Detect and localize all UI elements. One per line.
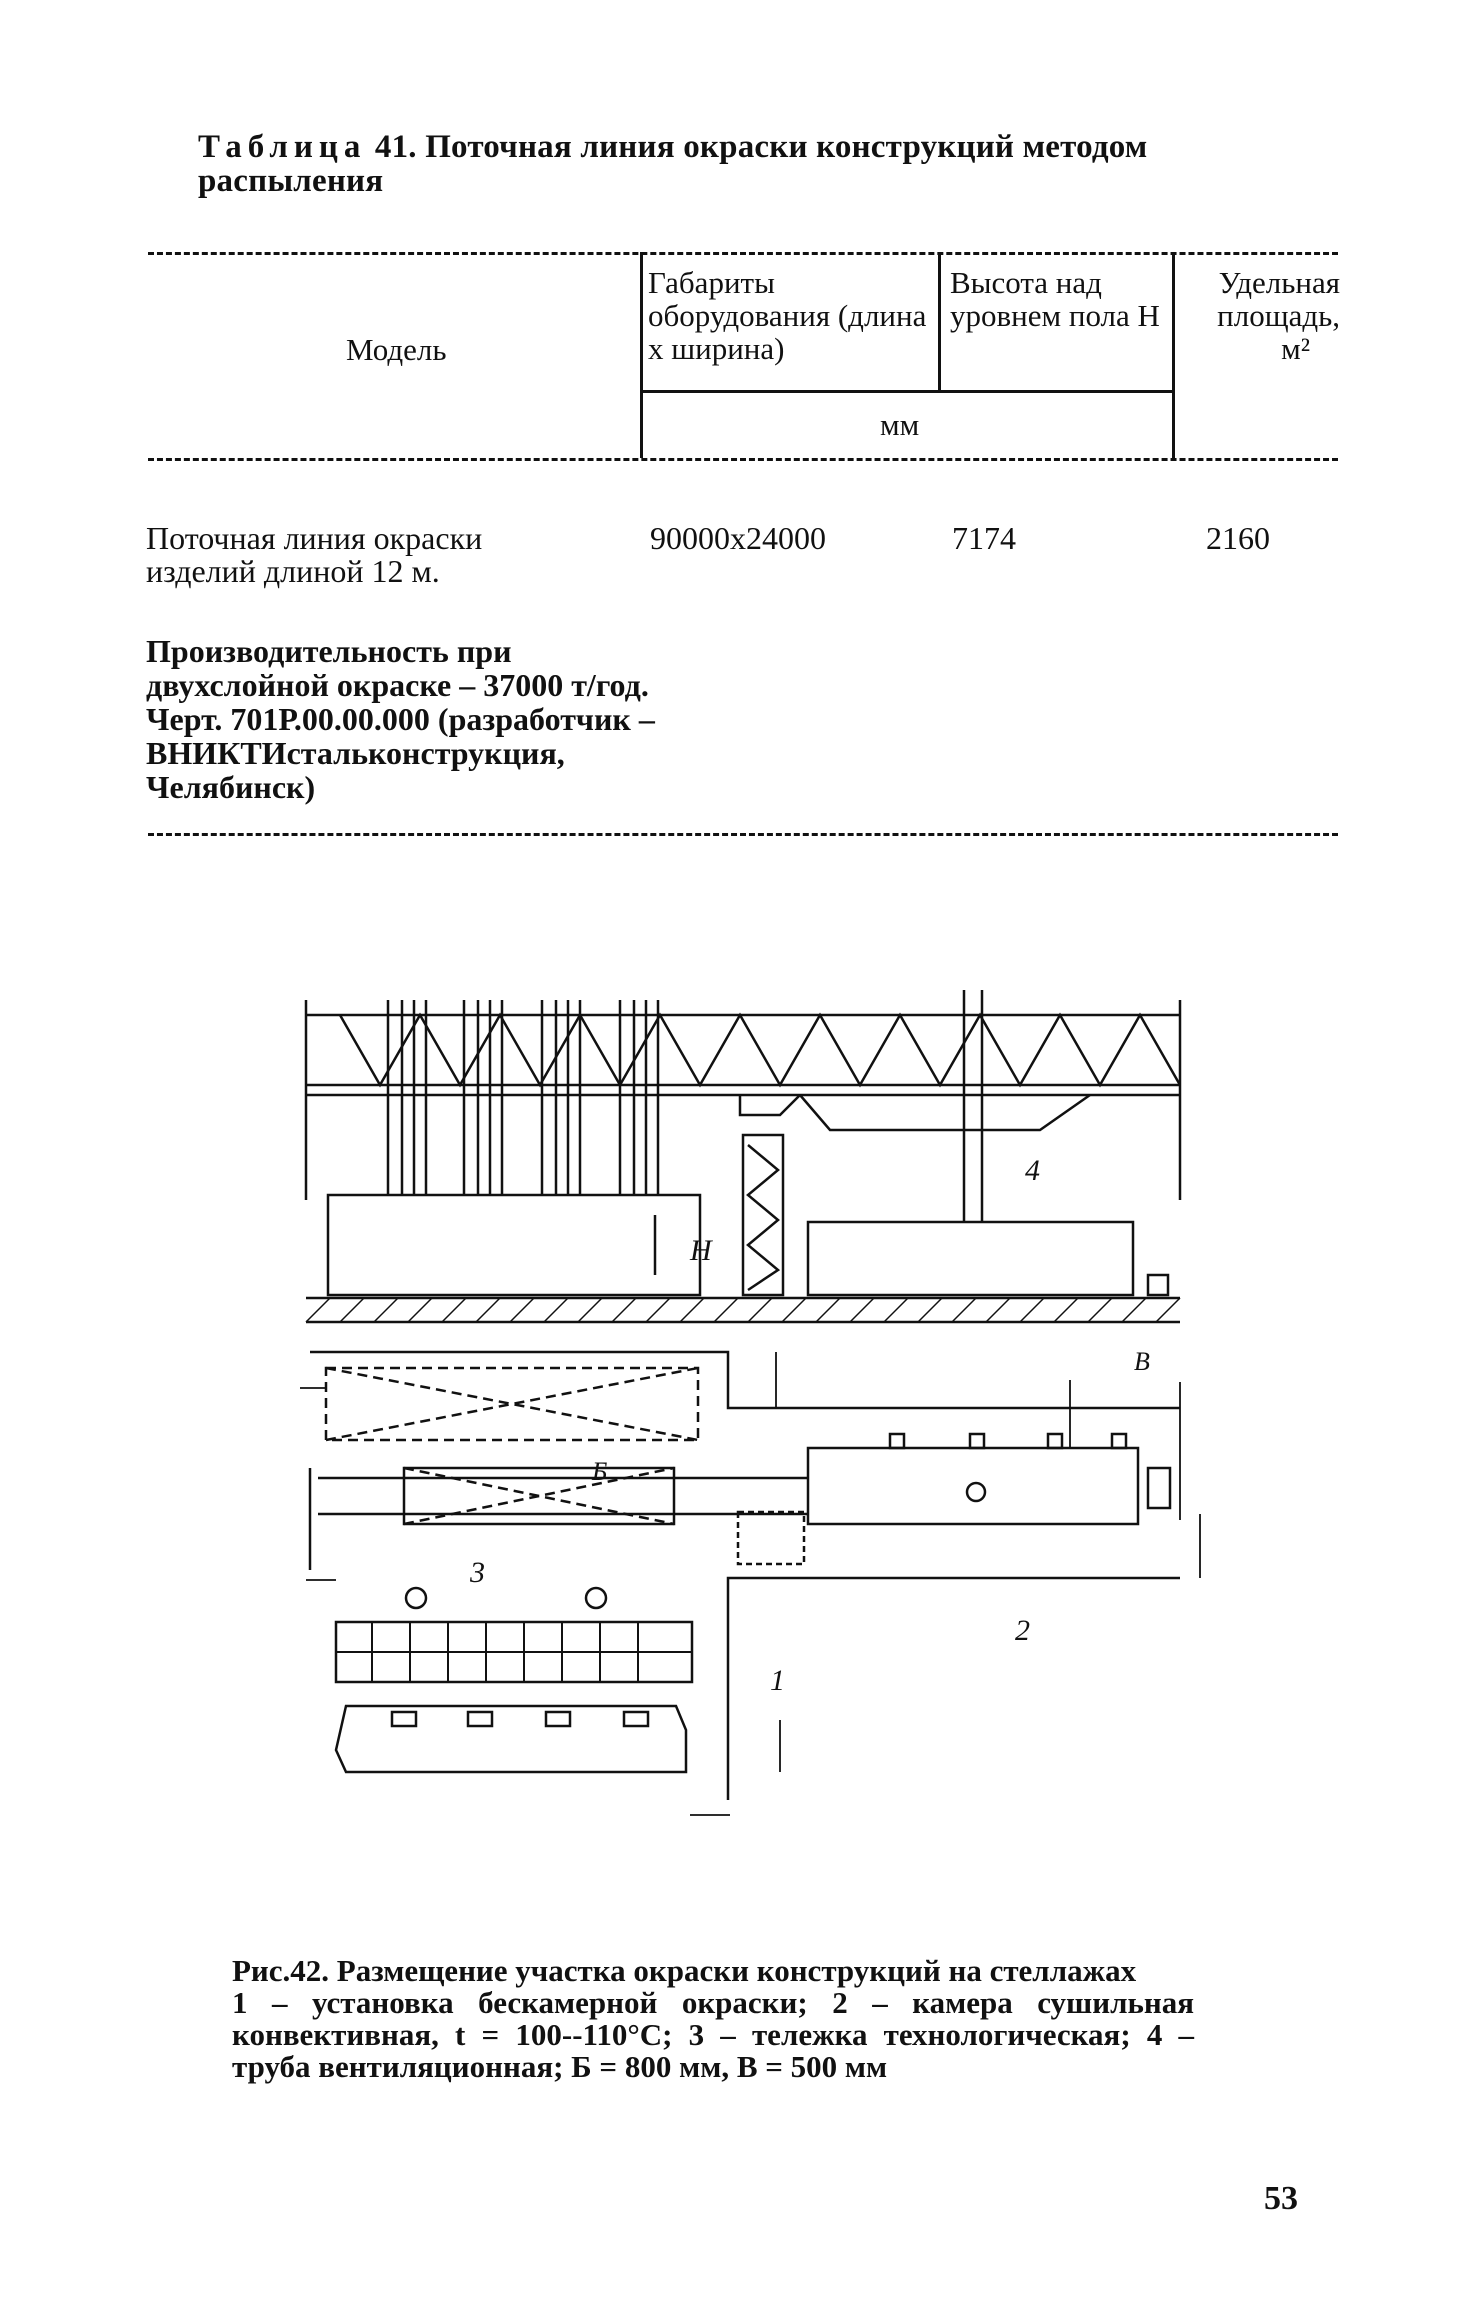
- table-bottom-rule: [148, 833, 1338, 836]
- header-area-unit: м²: [1281, 331, 1310, 366]
- figure-caption: [232, 1955, 1194, 2083]
- figure-caption-legend: 1 – установка бескамерной окраски; 2 – камера сушильная конвективная, t = 100--110°С; 3 – тележка технологическая; 4 – труба вентиляционная; Б = 800 мм, В = 500 мм: [232, 1985, 1194, 2084]
- table-caption-number: 41.: [374, 129, 417, 165]
- elevation-equipment: [328, 1095, 1168, 1295]
- table-header-bottom-rule: [148, 458, 1338, 461]
- table-note: Производительность при двухслойной окраске – 37000 т/год. Черт. 701Р.00.00.000 (разработчик – ВНИКТИстальконструкция, Челябинск): [146, 633, 655, 805]
- row-dimensions: 90000х24000: [650, 520, 826, 556]
- row-model: Поточная линия окраски изделий длиной 12 м.: [146, 520, 483, 589]
- label-b-big: Б: [592, 1457, 608, 1486]
- row-area: 2160: [1206, 520, 1270, 556]
- label-1: 1: [770, 1664, 785, 1697]
- label-4: 4: [1025, 1154, 1040, 1187]
- floor-hatching: [306, 1298, 1180, 1322]
- header-area: [1180, 266, 1340, 365]
- plan-view: [310, 1352, 1180, 1800]
- table-top-rule: [148, 252, 1338, 255]
- figure-caption-title: Рис.42. Размещение участка окраски конструкций на стеллажах: [232, 1953, 1137, 1988]
- header-dimensions: Габариты оборудования (длина х ширина): [648, 265, 927, 366]
- header-height: Высота над уровнем пола H: [950, 265, 1160, 333]
- table-caption-label: Таблица: [198, 129, 367, 165]
- table-caption: [198, 130, 1338, 198]
- row-height: 7174: [952, 520, 1016, 556]
- header-area-line2: площадь,: [1217, 298, 1340, 333]
- page-number: 53: [1264, 2180, 1298, 2217]
- header-area-line1: Удельная: [1218, 265, 1340, 300]
- label-3: 3: [470, 1556, 485, 1589]
- table-subheader-rule: [640, 390, 1172, 393]
- label-v-small: В: [1134, 1347, 1150, 1376]
- header-mm: мм: [880, 407, 920, 442]
- dimension-lines: [300, 1352, 1200, 1815]
- table-col-divider-2: [938, 252, 941, 392]
- label-h: H: [690, 1234, 712, 1267]
- table-col-divider-3: [1172, 252, 1175, 458]
- table-col-divider-1: [640, 252, 643, 458]
- table-caption-text: Поточная линия окраски конструкций методом распыления: [198, 129, 1148, 199]
- paint-line-layout-drawing: [290, 970, 1210, 1850]
- label-2: 2: [1015, 1614, 1030, 1647]
- header-model: Модель: [346, 332, 447, 367]
- ventilation-pipes: [388, 990, 982, 1222]
